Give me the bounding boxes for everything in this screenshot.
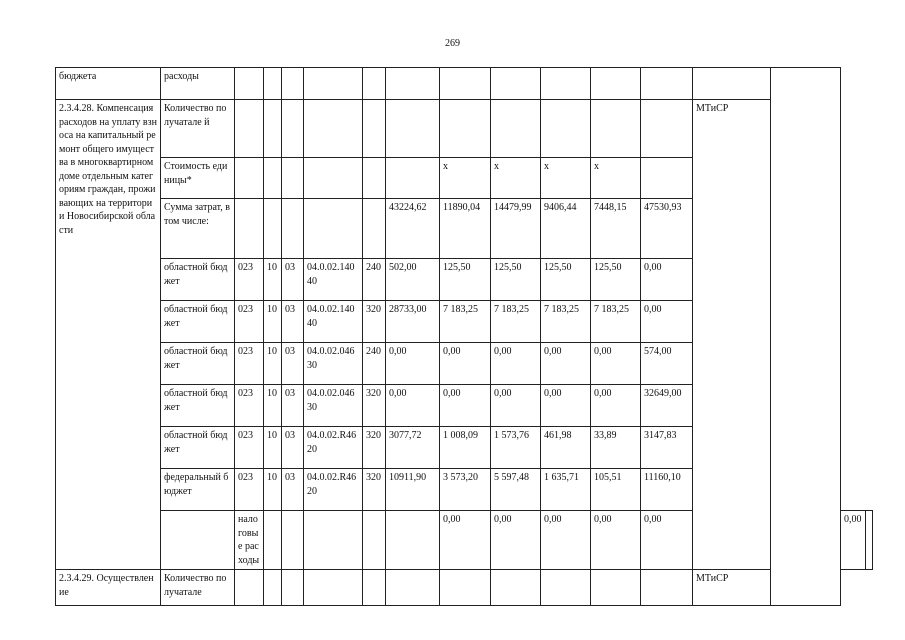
indicator-cell: областной бюджет xyxy=(161,385,235,427)
table-row xyxy=(56,570,873,606)
table-row xyxy=(56,68,873,100)
table-row: областной бюджет 023 10 03 04.0.02.04630 320 0,00 0,00 0,00 0,00 0,00 32649,00 xyxy=(56,385,873,427)
indicator-cell: федеральный бюджет xyxy=(161,469,235,511)
table-row: областной бюджет 023 10 03 04.0.02.14040 320 28733,00 7 183,25 7 183,25 7 183,25 7 183,25 0,00 xyxy=(56,301,873,343)
table-row: Стоимость единицы* x x x x xyxy=(56,158,873,199)
table-row: областной бюджет 023 10 03 04.0.02.04630 240 0,00 0,00 0,00 0,00 0,00 574,00 xyxy=(56,343,873,385)
executor-cell xyxy=(693,68,771,100)
measure-cell: 2.3.4.29. Осуществление xyxy=(56,570,161,606)
table-row: Сумма затрат, в том числе: 43224,62 11890,04 14479,99 9406,44 7448,15 47530,93 xyxy=(56,199,873,259)
executor-cell: МТиСР xyxy=(693,100,771,570)
table-row: областной бюджет 023 10 03 04.0.02.R4620 320 3077,72 1 008,09 1 573,76 461,98 33,89 3147,83 xyxy=(56,427,873,469)
table-row: федеральный бюджет 023 10 03 04.0.02.R4620 320 10911,90 3 573,20 5 597,48 1 635,71 105,51 11160,10 xyxy=(56,469,873,511)
indicator-cell: Сумма затрат, в том числе: xyxy=(161,199,235,259)
executor-cell: МТиСР xyxy=(693,570,771,606)
measure-name: 2.3.4.28. Компенсация расходов на уплату взноса на капитальный ремонт общего имущества в многоквартирном доме отдельным категориям граждан, проживающих на территории Новосибирской области xyxy=(56,100,161,570)
indicator-cell: областной бюджет xyxy=(161,427,235,469)
indicator-cell: расходы xyxy=(161,68,235,100)
budget-table xyxy=(55,67,873,606)
indicator-cell: областной бюджет xyxy=(161,259,235,301)
table-row: налоговые расходы 0,00 0,00 0,00 0,00 0,00 0,00 xyxy=(56,511,873,570)
indicator-cell: налоговые расходы xyxy=(235,511,264,570)
table-row xyxy=(56,100,873,158)
measure-cell: бюджета xyxy=(56,68,161,100)
page-number: 269 xyxy=(445,38,460,49)
indicator-cell: Количество получатале й xyxy=(161,100,235,158)
indicator-cell: областной бюджет xyxy=(161,343,235,385)
indicator-cell: областной бюджет xyxy=(161,301,235,343)
indicator-cell: Количество получатале xyxy=(161,570,235,606)
table-row: областной бюджет 023 10 03 04.0.02.14040 240 502,00 125,50 125,50 125,50 125,50 0,00 xyxy=(56,259,873,301)
blank-column xyxy=(771,68,841,606)
indicator-cell: Стоимость единицы* xyxy=(161,158,235,199)
